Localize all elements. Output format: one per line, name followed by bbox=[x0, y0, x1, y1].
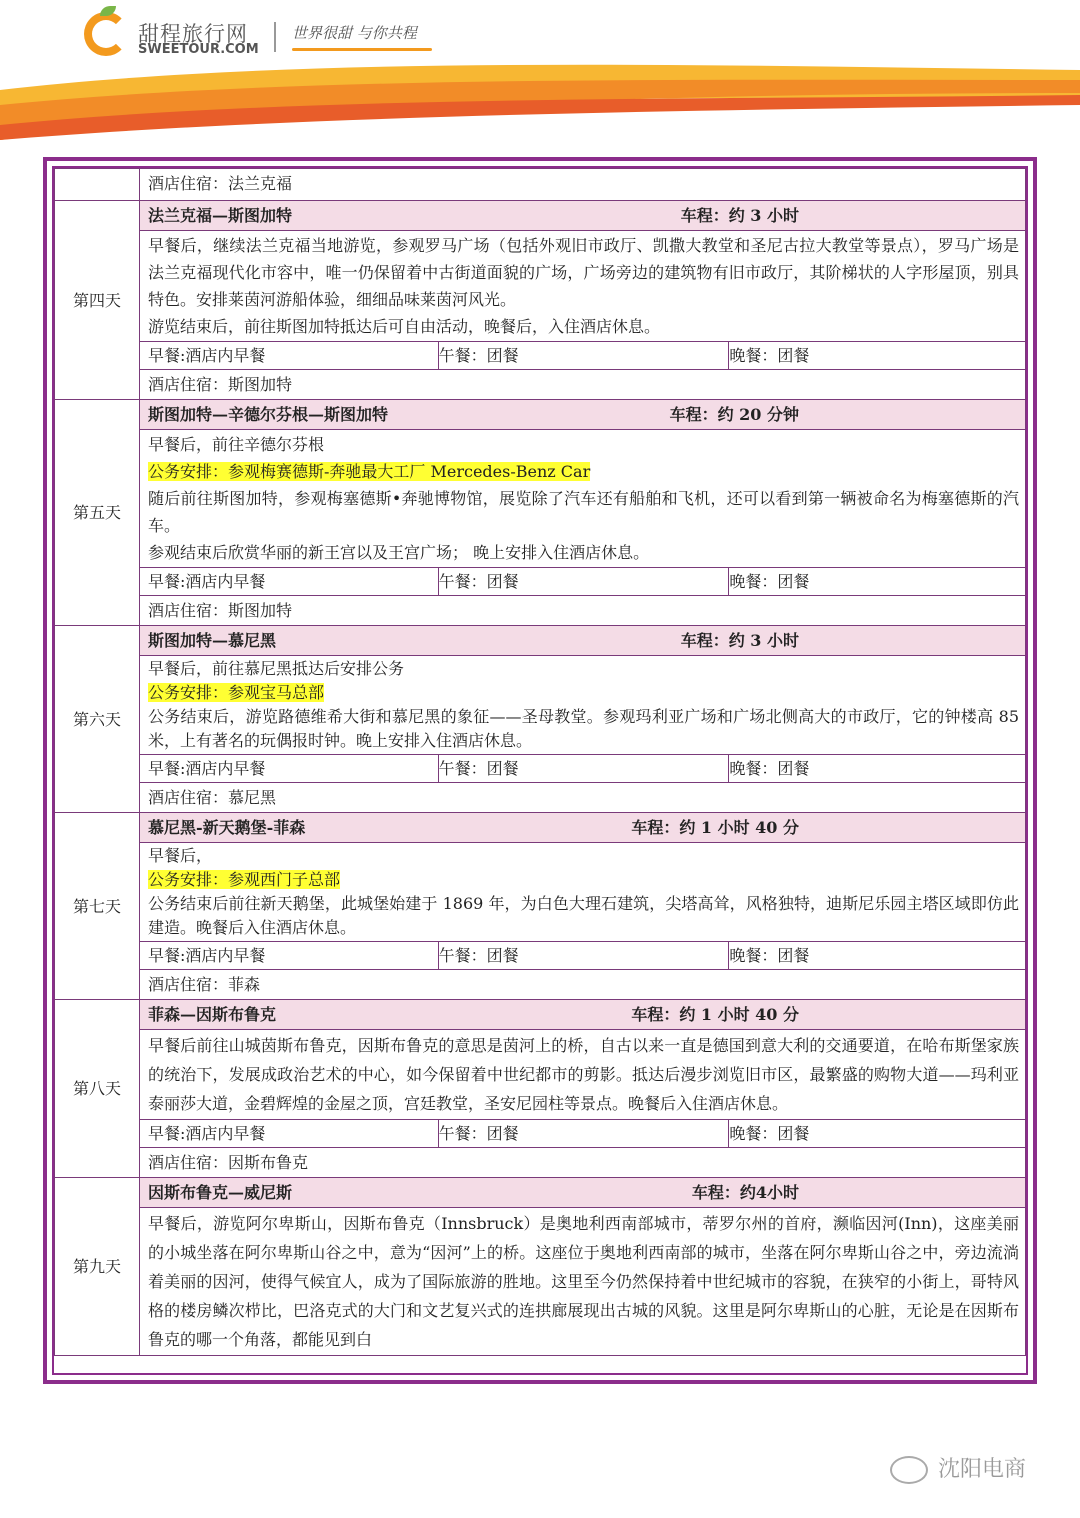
wechat-watermark bbox=[890, 1452, 1026, 1484]
dinner: 晚餐：团餐 bbox=[729, 1124, 810, 1143]
route-title bbox=[140, 626, 1026, 656]
meals-row bbox=[140, 342, 1026, 370]
route-name: 斯图加特—辛德尔芬根—斯图加特 bbox=[148, 405, 389, 424]
header-swoosh bbox=[0, 55, 1080, 140]
day-description bbox=[140, 231, 1026, 342]
paragraph: 早餐后，前往辛德尔芬根 bbox=[148, 435, 325, 454]
day-label: 第六天 bbox=[55, 626, 140, 813]
paragraph: 参观结束后欣赏华丽的新王宫以及王宫广场； 晚上安排入住酒店休息。 bbox=[148, 543, 650, 562]
lunch: 午餐：团餐 bbox=[431, 755, 730, 782]
route-distance: 车程：约 1 小时 40 分 bbox=[631, 1005, 799, 1024]
lunch: 午餐：团餐 bbox=[431, 342, 730, 369]
itinerary-frame bbox=[43, 157, 1037, 1384]
breakfast: 早餐:酒店内早餐 bbox=[148, 1120, 439, 1147]
meals-row bbox=[140, 568, 1026, 596]
dinner: 晚餐：团餐 bbox=[729, 946, 810, 965]
day-label: 第八天 bbox=[55, 1000, 140, 1178]
day-description bbox=[140, 843, 1026, 942]
meals-row bbox=[140, 755, 1026, 783]
paragraph: 早餐后，前往慕尼黑抵达后安排公务 bbox=[148, 659, 405, 678]
watermark-text: 沈阳电商 bbox=[938, 1457, 1027, 1482]
breakfast: 早餐:酒店内早餐 bbox=[148, 942, 439, 969]
route-name: 慕尼黑-新天鹅堡-菲森 bbox=[148, 818, 306, 837]
logo-english-name: SWEETOUR.COM bbox=[138, 42, 259, 57]
day-label: 第九天 bbox=[55, 1178, 140, 1356]
route-name: 斯图加特—慕尼黑 bbox=[148, 631, 277, 650]
route-title bbox=[140, 400, 1026, 430]
route-distance: 车程：约 3 小时 bbox=[680, 206, 799, 225]
lunch: 午餐：团餐 bbox=[431, 568, 730, 595]
page-header bbox=[0, 0, 1080, 140]
breakfast: 早餐:酒店内早餐 bbox=[148, 342, 439, 369]
day-description bbox=[140, 656, 1026, 755]
wechat-icon bbox=[890, 1456, 928, 1484]
paragraph: 早餐后， bbox=[148, 846, 213, 865]
breakfast: 早餐:酒店内早餐 bbox=[148, 755, 439, 782]
route-name: 因斯布鲁克—威尼斯 bbox=[148, 1183, 293, 1202]
hotel-cell: 酒店住宿：斯图加特 bbox=[140, 596, 1026, 626]
paragraph: 早餐后，继续法兰克福当地游览，参观罗马广场（包括外观旧市政厅、凯撒大教堂和圣尼古拉大教堂等景点），罗马广场是法兰克福现代化市容中，唯一仍保留着中古街道面貌的广场，广场旁边的建筑物有旧市政厅，其阶梯状的人字形屋顶，别具特色。安排莱茵河游船体验，细细品味莱茵河风光。 bbox=[148, 236, 1019, 309]
logo-divider bbox=[274, 22, 276, 52]
route-title bbox=[140, 1178, 1026, 1208]
route-distance: 车程：约 1 小时 40 分 bbox=[631, 818, 799, 837]
route-title bbox=[140, 201, 1026, 231]
paragraph: 早餐后前往山城茵斯布鲁克，因斯布鲁克的意思是茵河上的桥，自古以来一直是德国到意大利的交通要道，在哈布斯堡家族的统治下，发展成政治艺术的中心，如今保留着中世纪都市的剪影。抵达后漫步浏览旧市区，最繁盛的购物大道——玛利亚泰丽莎大道，金碧辉煌的金屋之顶，宫廷教堂，圣安尼园柱等景点。晚餐后入住酒店休息。 bbox=[148, 1036, 1019, 1113]
lunch: 午餐：团餐 bbox=[431, 1120, 730, 1147]
logo-chinese-name: 甜程旅行网 bbox=[138, 22, 248, 46]
itinerary-table bbox=[54, 168, 1026, 1356]
paragraph: 公务结束后，游览路德维希大街和慕尼黑的象征——圣母教堂。参观玛利亚广场和广场北侧高大的市政厅，它的钟楼高 85 米，上有著名的玩偶报时钟。晚上安排入住酒店休息。 bbox=[148, 707, 1019, 750]
day-description bbox=[140, 1030, 1026, 1120]
day-label: 第五天 bbox=[55, 400, 140, 626]
route-distance: 车程：约 3 小时 bbox=[680, 631, 799, 650]
route-title bbox=[140, 1000, 1026, 1030]
paragraph: 随后前往斯图加特，参观梅塞德斯•奔驰博物馆，展览除了汽车还有船舶和飞机，还可以看到第一辆被命名为梅塞德斯的汽车。 bbox=[148, 489, 1019, 535]
hotel-cell: 酒店住宿：斯图加特 bbox=[140, 370, 1026, 400]
day-description bbox=[140, 1208, 1026, 1356]
route-name: 菲森—因斯布鲁克 bbox=[148, 1005, 277, 1024]
route-title bbox=[140, 813, 1026, 843]
hotel-cell: 酒店住宿：慕尼黑 bbox=[140, 783, 1026, 813]
dinner: 晚餐：团餐 bbox=[729, 759, 810, 778]
hotel-cell: 酒店住宿：法兰克福 bbox=[140, 169, 1026, 201]
slogan: 世界很甜 与你共程 bbox=[292, 24, 417, 42]
dinner: 晚餐：团餐 bbox=[729, 346, 810, 365]
business-arrangement: 公务安排：参观西门子总部 bbox=[148, 870, 341, 889]
breakfast: 早餐:酒店内早餐 bbox=[148, 568, 439, 595]
day-label: 第七天 bbox=[55, 813, 140, 1000]
meals-row bbox=[140, 942, 1026, 970]
business-arrangement: 公务安排：参观宝马总部 bbox=[148, 683, 325, 702]
route-distance: 车程：约 20 分钟 bbox=[669, 405, 799, 424]
day-label: 第四天 bbox=[55, 201, 140, 400]
sweetour-logo-icon bbox=[84, 12, 128, 56]
lunch: 午餐：团餐 bbox=[431, 942, 730, 969]
route-distance: 车程：约4小时 bbox=[691, 1183, 799, 1202]
meals-row bbox=[140, 1120, 1026, 1148]
paragraph: 早餐后，游览阿尔卑斯山，因斯布鲁克（Innsbruck）是奥地利西南部城市，蒂罗尔州的首府，濒临因河(Inn)，这座美丽的小城坐落在阿尔卑斯山谷之中，意为“因河”上的桥。这座位于奥地利西南部的城市，坐落在阿尔卑斯山谷之中，旁边流淌着美丽的因河，使得气候宜人，成为了国际旅游的胜地。这里至今仍然保持着中世纪城市的容貌，在狭窄的小街上，哥特风格的楼房鳞次栉比，巴洛克式的大门和文艺复兴式的连拱廊展现出古城的风貌。这里是阿尔卑斯山的心脏，无论是在因斯布鲁克的哪一个角落，都能见到白 bbox=[148, 1214, 1019, 1349]
hotel-cell: 酒店住宿：因斯布鲁克 bbox=[140, 1148, 1026, 1178]
route-name: 法兰克福—斯图加特 bbox=[148, 206, 293, 225]
paragraph: 公务结束后前往新天鹅堡，此城堡始建于 1869 年，为白色大理石建筑，尖塔高耸，风格独特，迪斯尼乐园主塔区域即仿此建造。晚餐后入住酒店休息。 bbox=[148, 894, 1019, 937]
business-arrangement: 公务安排：参观梅赛德斯-奔驰最大工厂 Mercedes-Benz Car bbox=[148, 462, 591, 481]
slogan-underline bbox=[292, 48, 432, 51]
paragraph: 游览结束后，前往斯图加特抵达后可自由活动，晚餐后，入住酒店休息。 bbox=[148, 317, 661, 336]
day-description bbox=[140, 430, 1026, 568]
hotel-cell: 酒店住宿：菲森 bbox=[140, 970, 1026, 1000]
dinner: 晚餐：团餐 bbox=[729, 572, 810, 591]
